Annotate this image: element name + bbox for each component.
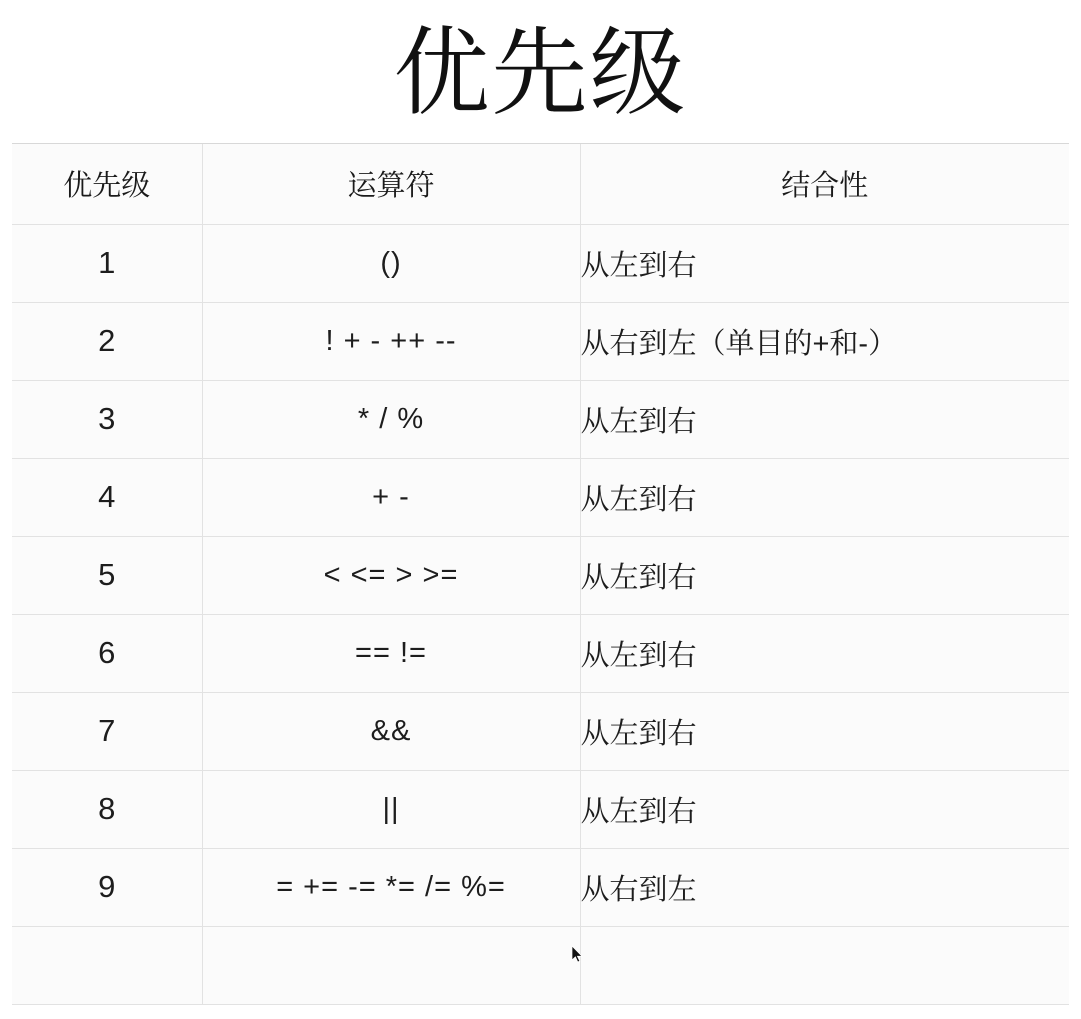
- table-row: [12, 224, 1069, 302]
- cell-associativity: 从左到右: [580, 224, 1069, 302]
- table-row: [12, 458, 1069, 536]
- table-row: [12, 536, 1069, 614]
- table-row: [12, 770, 1069, 848]
- cell-associativity: 从右到左: [580, 848, 1069, 926]
- table-row-partial: [12, 926, 1069, 1004]
- cell-operators: * / %: [202, 380, 580, 458]
- column-header-associativity: 结合性: [580, 144, 1069, 225]
- cell-associativity: 从左到右: [580, 770, 1069, 848]
- cell-operators: + -: [202, 458, 580, 536]
- cell-operators: ! + - ++ --: [202, 302, 580, 380]
- table-row: [12, 848, 1069, 926]
- table-row: [12, 380, 1069, 458]
- table-header: [12, 144, 1069, 225]
- cell-associativity: 从左到右: [580, 614, 1069, 692]
- cell-associativity: 从左到右: [580, 692, 1069, 770]
- table-body: [12, 224, 1069, 1004]
- cell-level: 4: [12, 458, 202, 536]
- cell-associativity: 从左到右: [580, 380, 1069, 458]
- precedence-table-container: [12, 143, 1069, 1005]
- cell-operators: < <= > >=: [202, 536, 580, 614]
- cell-level: 5: [12, 536, 202, 614]
- cell-associativity: [580, 926, 1069, 1004]
- column-header-precedence: 优先级: [12, 144, 202, 225]
- page-title: 优先级: [393, 20, 688, 127]
- cell-level: 3: [12, 380, 202, 458]
- table-row: [12, 692, 1069, 770]
- cell-operators: &&: [202, 692, 580, 770]
- document-page: [0, 20, 1081, 1019]
- cell-operators: (): [202, 224, 580, 302]
- table-row: [12, 614, 1069, 692]
- cell-operators: ||: [202, 770, 580, 848]
- column-header-operator: 运算符: [202, 144, 580, 225]
- cell-operators: = += -= *= /= %=: [202, 848, 580, 926]
- cell-associativity: 从左到右: [580, 458, 1069, 536]
- cell-operators: == !=: [202, 614, 580, 692]
- cell-associativity: 从左到右: [580, 536, 1069, 614]
- precedence-table: [12, 144, 1069, 1005]
- cell-operators: [202, 926, 580, 1004]
- table-row: [12, 302, 1069, 380]
- table-header-row: [12, 144, 1069, 225]
- cell-level: 7: [12, 692, 202, 770]
- cell-associativity: 从右到左（单目的+和-）: [580, 302, 1069, 380]
- cell-level: 1: [12, 224, 202, 302]
- cell-level: 6: [12, 614, 202, 692]
- cell-level: 9: [12, 848, 202, 926]
- cell-level: 2: [12, 302, 202, 380]
- cell-level: [12, 926, 202, 1004]
- cell-level: 8: [12, 770, 202, 848]
